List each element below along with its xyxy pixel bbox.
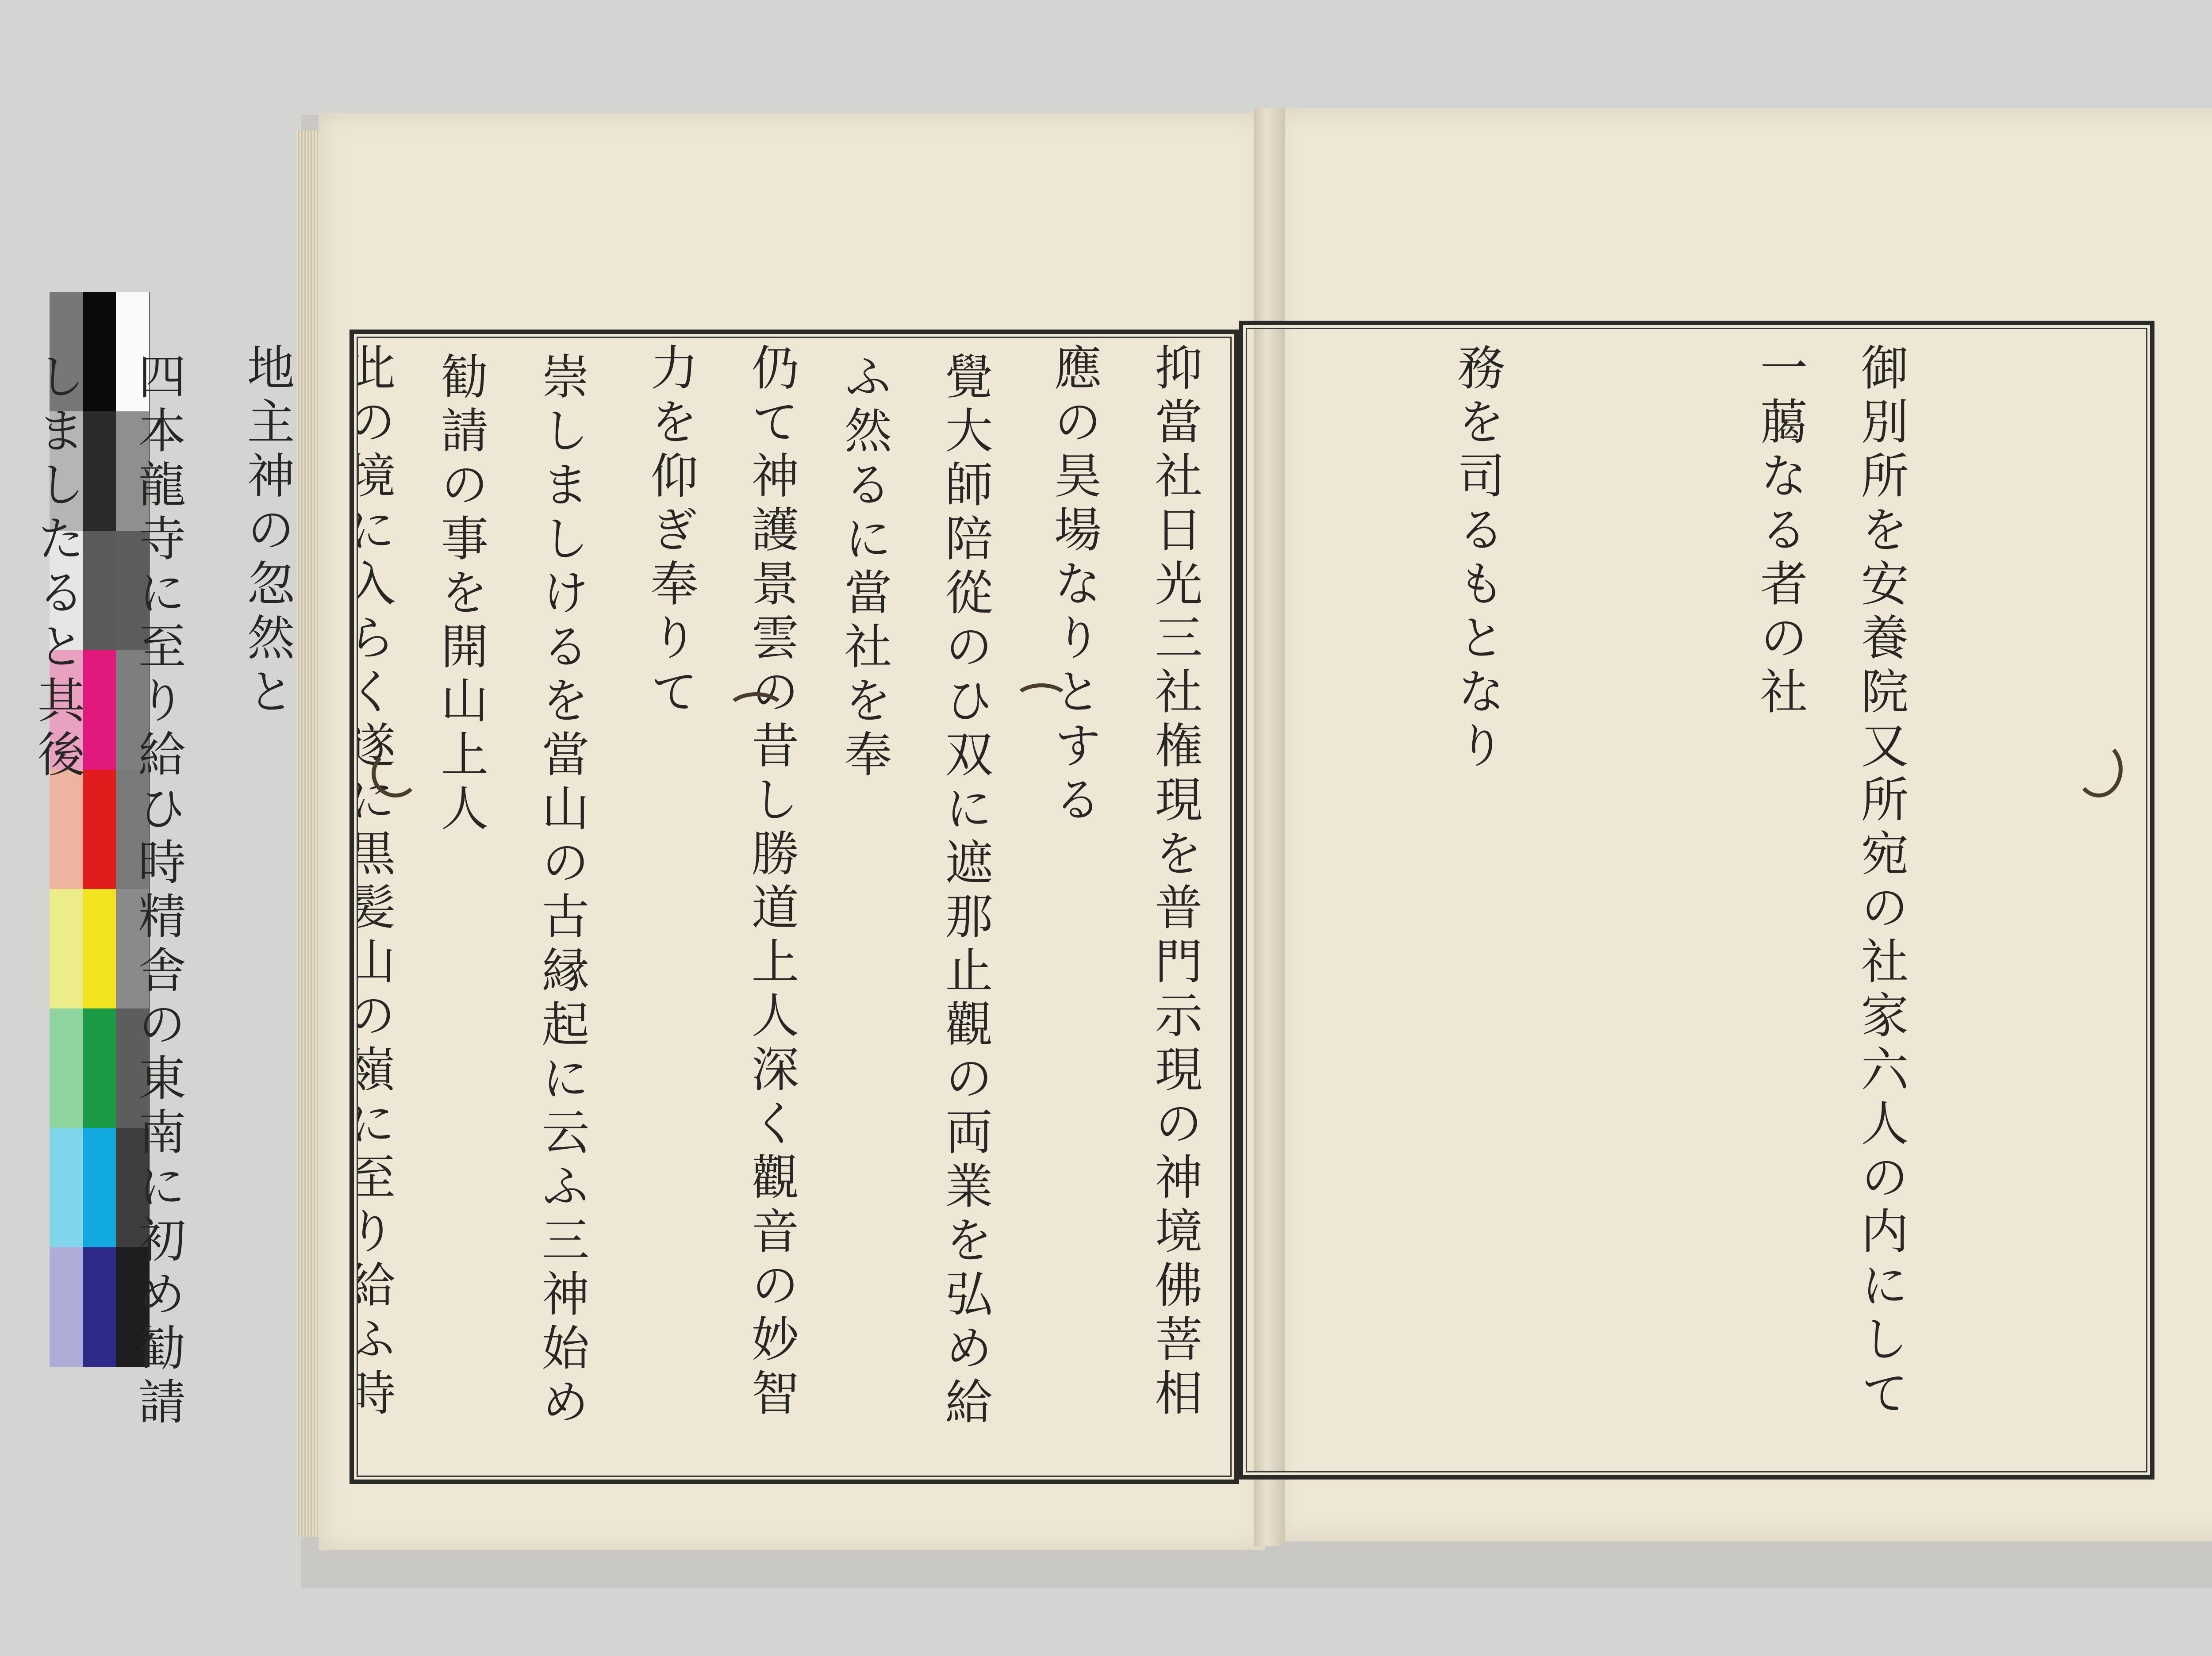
text-column: 崇しましけるを當山の古縁起に云ふ三神始め勧請の事を開山上人 [433, 352, 589, 1431]
binding-thread [372, 750, 419, 797]
binding-thread [2075, 741, 2123, 797]
text-column: 御別所を安養院又所宛の社家六人の内にして一﨟なる者の社 [1752, 343, 1908, 1422]
open-book [29, 95, 2212, 1568]
text-column: 抑當社日光三社権現を普門示現の神境佛菩相應の昊場なりとする [1046, 343, 1202, 1422]
binding-thread [1013, 683, 1070, 718]
text-column: 此の境に入らく遂に黒髪山の嶺に至り給ふ時地主神の忽然と [239, 343, 395, 1422]
text-column: 覺大師陪從のひ双に遮那止觀の両業を弘め給ふ然るに當社を奉 [836, 352, 992, 1431]
text-column: 務を司るもとなり [1449, 343, 1505, 774]
text-column: 仍て神護景雲の昔し勝道上人深く觀音の妙智力を仰ぎ奉りて [642, 343, 799, 1422]
text-column: 四本龍寺に至り給ひ時精舎の東南に初め勧請しましたると其後 [29, 352, 185, 1431]
binding-thread [726, 692, 787, 731]
